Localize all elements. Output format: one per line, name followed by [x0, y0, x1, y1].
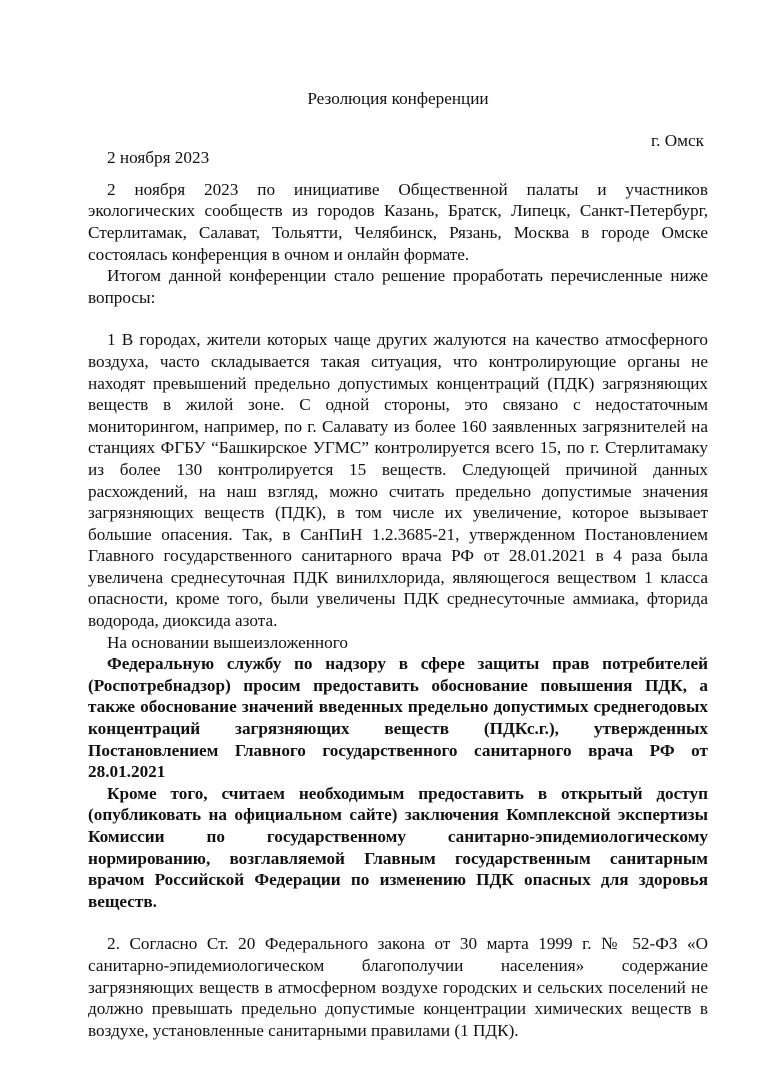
text-line: Федеральную службу по надзору в сфере защиты прав потребителей [107, 654, 708, 674]
text-line: Постановлением Главного государственного санитарного врача РФ от [88, 740, 708, 760]
paragraph [88, 179, 708, 265]
text-line: расхождений, на наш взгляд, можно считать предельно допустимые значения [88, 481, 708, 501]
text-line: вопросы: [88, 287, 156, 307]
text-line: загрязняющих веществ (ПДК), в том числе их увеличение, которое вызывает [88, 503, 708, 523]
document-page [88, 88, 708, 1041]
document-body [88, 169, 708, 1042]
text-line: Стерлитамак, Салават, Тольятти, Челябинск, Рязань, Москва в городе Омске [88, 222, 708, 242]
document-title: Резолюция конференции [307, 89, 489, 108]
text-line: Главного государственного санитарного врача РФ от 28.01.2021 в 4 раза была [88, 546, 708, 566]
text-line: врачом Российской Федерации по изменению ПДК опасных для здоровья [88, 870, 708, 890]
date: 2 ноября 2023 [107, 148, 210, 168]
paragraph [88, 265, 708, 308]
text-line: 28.01.2021 [88, 762, 166, 782]
text-line: должно превышать предельно допустимые концентрации химических веществ в [88, 999, 708, 1019]
text-line: большие опасения. Так, в СанПиН 1.2.3685-21, утвержденном Постановлением [88, 524, 708, 544]
text-line: санитарно-эпидемиологическом благополучии населения» содержание [88, 955, 708, 975]
text-line: увеличена среднесуточная ПДК винилхлорида, являющегося веществом 1 класса [88, 567, 708, 587]
text-line: находят превышений предельно допустимых концентраций (ПДК) загрязняющих [88, 373, 708, 393]
paragraph [88, 653, 708, 783]
paragraph [88, 783, 708, 913]
text-line: Кроме того, считаем необходимым предоставить в открытый доступ [107, 783, 708, 803]
text-line: водорода, диоксида азота. [88, 611, 278, 631]
text-line: экологических сообществ из городов Казань, Братск, Липецк, Санкт-Петербург, [88, 201, 708, 221]
text-line: опасности, кроме того, были увеличены ПДК среднесуточные аммиака, фторида [88, 589, 708, 609]
text-line: веществ. [88, 891, 157, 911]
text-line: (Роспотребнадзор) просим предоставить обоснование повышения ПДК, а [88, 675, 708, 695]
text-line: также обоснование значений введенных предельно допустимых среднегодовых [88, 697, 708, 717]
text-line: 2. Согласно Ст. 20 Федерального закона от 30 марта 1999 г. № 52-ФЗ «О [107, 934, 708, 954]
text-line: веществ в жилой зоне. С одной стороны, это связано с недостаточным [88, 395, 708, 415]
text-line: 2 ноября 2023 по инициативе Общественной палаты и участников [107, 179, 708, 199]
text-line: концентраций загрязняющих веществ (ПДКс.г.), утвержденных [88, 719, 708, 739]
text-line: Итогом данной конференции стало решение проработать перечисленные ниже [107, 266, 708, 286]
text-line: мониторингом, например, по г. Салавату из более 160 заявленных загрязнителей на [88, 416, 708, 436]
text-line: Комиссии по государственному санитарно-эпидемиологическому [88, 827, 708, 846]
text-line: состоялась конференция в очном и онлайн формате. [88, 244, 470, 264]
text-line: нормированию, возглавляемой Главным государственным санитарным [88, 848, 708, 868]
paragraph [88, 329, 708, 631]
city: г. Омск [651, 130, 704, 150]
text-line: воздухе, установленные санитарными правилами (1 ПДК). [88, 1020, 519, 1040]
text-line: воздуха, часто складывается такая ситуация, что контролирующие органы не [88, 351, 708, 371]
text-line: На основании вышеизложенного [107, 632, 348, 652]
text-line: из более 130 контролируется 15 веществ. Следующей причиной данных [88, 459, 708, 479]
paragraph [88, 933, 708, 1041]
text-line: (опубликовать на официальном сайте) заключения Комплексной экспертизы [88, 805, 708, 825]
text-line: станциях ФГБУ “Башкирское УГМС” контролируется всего 15, по г. Стерлитамаку [88, 438, 708, 458]
text-line: 1 В городах, жители которых чаще других жалуются на качество атмосферного [107, 330, 708, 350]
paragraph [88, 632, 708, 654]
text-line: загрязняющих веществ в атмосферном воздухе городских и сельских поселений не [88, 977, 708, 997]
